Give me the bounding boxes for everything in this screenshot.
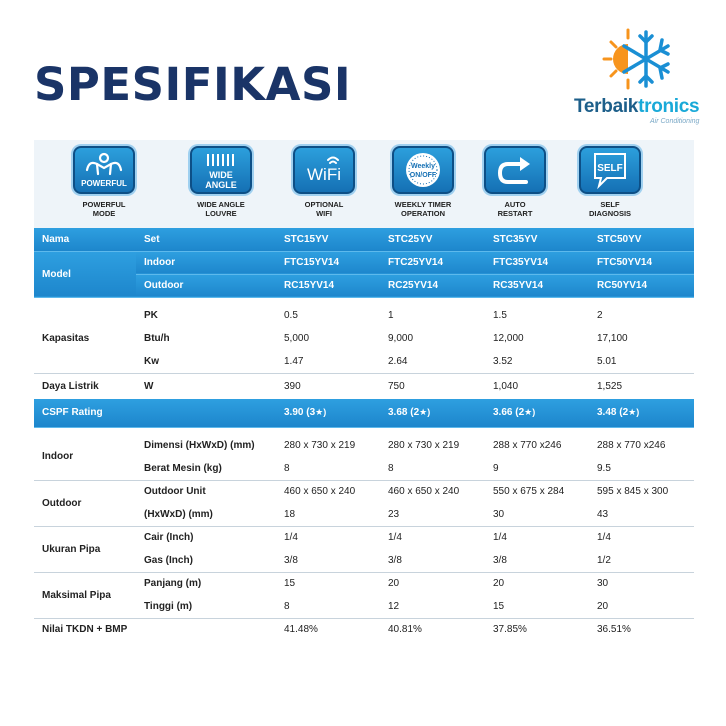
wide-angle-icon: [190, 146, 252, 194]
table-row-maks-panjang: Maksimal Pipa Panjang (m) 15 20 20 30: [34, 572, 694, 595]
table-row-outdoor-unit: Outdoor Outdoor Unit 460 x 650 x 240 460 x 650 x 240 550 x 675 x 284 595 x 845 x 300: [34, 480, 694, 503]
brand-logo: [572, 26, 712, 136]
svg-text:ANGLE: ANGLE: [205, 180, 237, 190]
brand-name: Terbaiktronics: [574, 96, 700, 117]
svg-text:WiFi: WiFi: [307, 165, 341, 184]
table-row-daya: Daya Listrik W 390 750 1,040 1,525: [34, 373, 694, 399]
table-row-tkdn: Nilai TKDN + BMP 41.48% 40.81% 37.85% 36.51%: [34, 618, 694, 641]
page-title: SPESIFIKASI: [34, 58, 352, 111]
table-row-indoor-weight: Berat Mesin (kg) 8 8 9 9.5: [144, 462, 611, 474]
svg-text:SELF: SELF: [597, 163, 623, 174]
table-row-maks-tinggi: Tinggi (m) 8 12 15 20: [144, 600, 609, 612]
svg-text:POWERFUL: POWERFUL: [81, 179, 127, 188]
auto-restart-icon: [484, 146, 546, 194]
star-icon: ★): [628, 407, 640, 418]
table-header-row: Nama Set STC15YV STC25YV STC35YV STC50YV: [34, 228, 694, 251]
star-icon: ★): [524, 407, 536, 418]
table-row-pipa-cair: Ukuran Pipa Cair (Inch) 1/4 1/4 1/4 1/4: [34, 526, 694, 549]
star-icon: ★): [315, 407, 327, 418]
table-row-indoor-dim: Indoor Dimensi (HxWxD) (mm) 280 x 730 x 219 280 x 730 x 219 288 x 770 x246 288 x 770 x246: [42, 440, 666, 463]
svg-text:ON/OFF: ON/OFF: [409, 172, 437, 179]
star-icon: ★): [419, 407, 431, 418]
table-row-outdoor-dim: (HxWxD) (mm) 18 23 30 43: [144, 508, 609, 520]
table-row-kw: Kw 1.47 2.64 3.52 5.01: [144, 355, 617, 367]
table-row-model-outdoor: Outdoor RC15YV14 RC25YV14 RC35YV14 RC50YV14: [34, 274, 694, 297]
table-row-pk: Kapasitas PK 0.5 1 1.5 2: [42, 310, 603, 344]
feature-self-diagnosis: SELF SELF DIAGNOSIS: [570, 146, 650, 218]
feature-wifi: WiFi OPTIONAL WIFI: [284, 146, 364, 218]
feature-wide-angle: WIDE ANGLE WIDE ANGLE LOUVRE: [181, 146, 261, 218]
table-row-btu: Btu/h 5,000 9,000 12,000 17,100: [144, 333, 628, 344]
feature-strip: [34, 140, 694, 228]
powerful-mode-icon: [73, 146, 135, 194]
table-row-cspf: CSPF Rating 3.90 (3★) 3.68 (2★) 3.66 (2★) 3.48 (2★): [34, 399, 694, 427]
feature-auto-restart: AUTO RESTART: [475, 146, 555, 218]
spec-table: [34, 228, 694, 641]
table-row-pipa-gas: Gas (Inch) 3/8 3/8 3/8 1/2: [144, 554, 611, 566]
feature-weekly-timer: Weekly ON/OFF WEEKLY TIMER OPERATION: [383, 146, 463, 218]
svg-text:WIDE: WIDE: [209, 170, 233, 180]
sun-snowflake-icon: [600, 26, 670, 92]
weekly-timer-icon: [392, 146, 454, 194]
wifi-icon: [293, 146, 355, 194]
table-row-model-indoor: Model Indoor FTC15YV14 FTC25YV14 FTC35YV14 FTC50YV14: [34, 251, 694, 274]
brand-tagline: Air Conditioning: [650, 118, 700, 125]
svg-text:Weekly: Weekly: [411, 163, 435, 170]
self-diagnosis-icon: [579, 146, 641, 194]
feature-powerful: POWERFUL POWERFUL MODE: [64, 146, 144, 218]
